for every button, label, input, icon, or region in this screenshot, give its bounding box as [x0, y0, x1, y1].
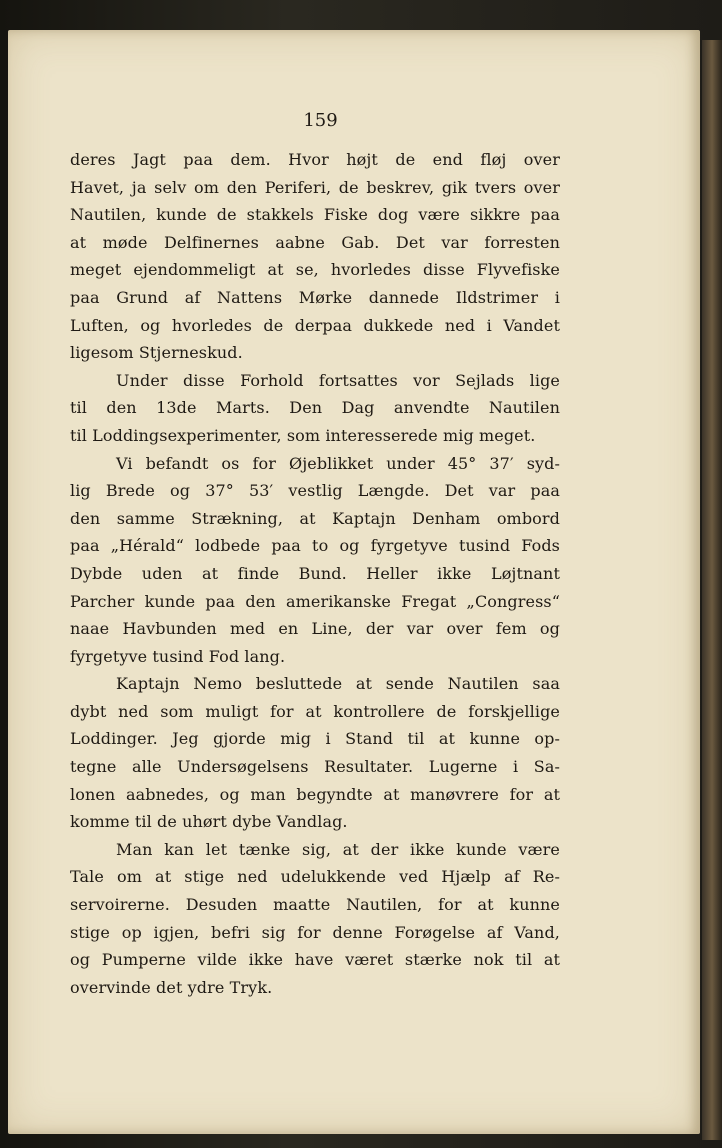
text-line: naae Havbunden med en Line, der var over fem og	[70, 619, 560, 639]
text-line: overvinde det ydre Tryk.	[70, 977, 273, 997]
text-line: Loddinger. Jeg gjorde mig i Stand til at kunne op-	[70, 729, 560, 749]
text-line: meget ejendommeligt at se, hvorledes disse Flyvefiske	[70, 260, 560, 280]
text-line: Man kan let tænke sig, at der ikke kunde være	[116, 839, 560, 859]
page-number: 159	[303, 110, 338, 131]
text-line: Tale om at stige ned udelukkende ved Hjælp af Re-	[70, 867, 560, 887]
text-line: til den 13de Marts. Den Dag anvendte Nautilen	[70, 398, 560, 418]
text-line: lonen aabnedes, og man begyndte at manøvrere for at	[70, 784, 560, 804]
text-line: lig Brede og 37° 53′ vestlig Længde. Det var paa	[70, 481, 560, 501]
text-line: Kaptajn Nemo besluttede at sende Nautilen saa	[116, 674, 560, 694]
text-line: ligesom Stjerneskud.	[70, 343, 243, 363]
body-text	[70, 146, 560, 1001]
text-line: til Loddingsexperimenter, som interesserede mig meget.	[70, 425, 536, 445]
text-line: paa Grund af Nattens Mørke dannede Ildstrimer i	[70, 287, 560, 307]
text-line: paa „Hérald“ lodbede paa to og fyrgetyve tusind Fods	[70, 536, 560, 556]
text-line: tegne alle Undersøgelsens Resultater. Lugerne i Sa-	[70, 757, 560, 777]
text-line: at møde Delfinernes aabne Gab. Det var forresten	[70, 232, 560, 252]
text-line: deres Jagt paa dem. Hvor højt de end fløj over	[70, 150, 560, 169]
text-line: Havet, ja selv om den Periferi, de beskrev, gik tvers over	[70, 177, 560, 197]
text-line: Nautilen, kunde de stakkels Fiske dog være sikkre paa	[70, 205, 560, 225]
text-line: Luften, og hvorledes de derpaa dukkede ned i Vandet	[70, 315, 560, 335]
page-edge	[702, 40, 722, 1140]
text-line: Vi befandt os for Øjeblikket under 45° 37′ syd-	[116, 453, 560, 473]
text-line: Under disse Forhold fortsattes vor Sejlads lige	[116, 370, 560, 390]
text-line: den samme Strækning, at Kaptajn Denham ombord	[70, 508, 560, 528]
text-line: dybt ned som muligt for at kontrollere de forskjellige	[70, 701, 560, 721]
text-line: Dybde uden at finde Bund. Heller ikke Løjtnant	[70, 563, 560, 583]
text-line: og Pumperne vilde ikke have været stærke nok til at	[70, 950, 560, 970]
text-line: servoirerne. Desuden maatte Nautilen, for at kunne	[70, 895, 560, 915]
text-line: fyrgetyve tusind Fod lang.	[70, 646, 286, 666]
text-line: stige op igjen, befri sig for denne Forøgelse af Vand,	[70, 922, 560, 942]
page-sheet	[8, 30, 700, 1134]
text-line: Parcher kunde paa den amerikanske Fregat „Congress“	[70, 591, 560, 611]
text-line: komme til de uhørt dybe Vandlag.	[70, 812, 348, 832]
